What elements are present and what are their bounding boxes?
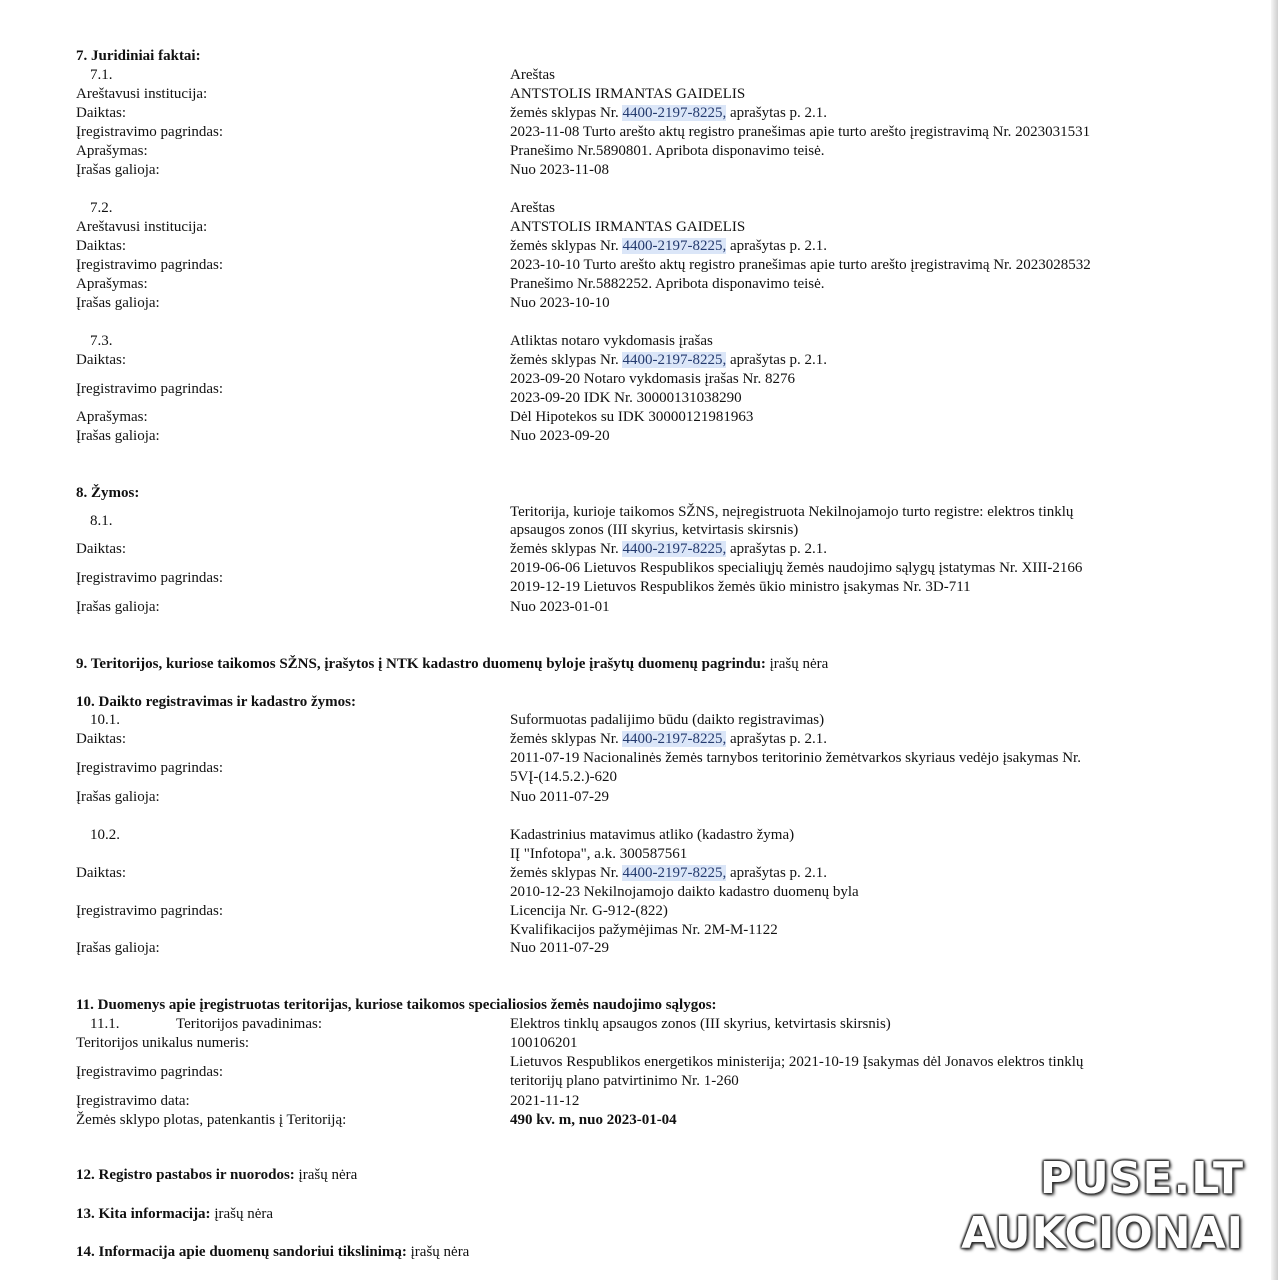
field-label: Įrašas galioja: [76, 428, 160, 444]
plot-text: aprašytas p. 2.1. [726, 541, 828, 557]
field-value: ANTSTOLIS IRMANTAS GAIDELIS [510, 86, 746, 102]
plot-number-link[interactable]: 4400-2197-8225, [622, 865, 727, 881]
field-label: Aprašymas: [76, 409, 148, 425]
field-value [510, 351, 827, 370]
section-12-line [76, 1166, 357, 1185]
entry-11-1-row [0, 1015, 1278, 1034]
field-value: Kvalifikacijos pažymėjimas Nr. 2M-M-1122 [510, 922, 778, 938]
field-row [0, 161, 1278, 180]
field-label: Areštavusi institucija: [76, 219, 208, 235]
plot-number-link[interactable]: 4400-2197-8225, [622, 541, 727, 557]
field-row [0, 845, 1278, 864]
plot-number-link[interactable]: 4400-2197-8225, [622, 352, 727, 368]
field-row [0, 768, 1278, 787]
section-14-line [76, 1243, 469, 1262]
field-row [0, 427, 1278, 446]
plot-text: žemės sklypas Nr. [510, 105, 623, 121]
page-edge-shadow [1271, 0, 1278, 1280]
section-9-line [76, 655, 828, 674]
section-10-heading: 10. Daikto registravimas ir kadastro žymos: [76, 694, 356, 710]
field-value: Pranešimo Nr.5890801. Apribota disponavimo teisė. [510, 143, 825, 159]
section-9-value: įrašų nėra [765, 656, 829, 672]
entry-number: 7.1. [90, 67, 113, 83]
section-9-heading: 9. Teritorijos, kuriose taikomos SŽNS, įrašytos į NTK kadastro duomenų byloje įrašytų duomenų pagrindu: [76, 656, 766, 672]
field-row [0, 902, 1278, 921]
section-11-heading: 11. Duomenys apie įregistruotas teritorijas, kuriose taikomos specialiosios žemės naudojimo sąlygos: [76, 997, 717, 1013]
entry-number: 7.2. [90, 200, 113, 216]
section-11-heading-row [0, 996, 1278, 1015]
field-row [0, 864, 1278, 883]
field-row [0, 730, 1278, 749]
entry-7-2-row [0, 199, 1278, 218]
section-14-value: įrašų nėra [406, 1244, 470, 1260]
field-value: Nuo 2023-10-10 [510, 295, 610, 311]
field-label: Daiktas: [76, 731, 126, 747]
field-row [0, 142, 1278, 161]
field-value [510, 864, 827, 883]
field-label: Įrašas galioja: [76, 789, 160, 805]
field-value: Nuo 2023-11-08 [510, 162, 610, 178]
entry-title: Areštas [510, 67, 555, 83]
entry-number: 10.1. [90, 712, 120, 728]
plot-text: aprašytas p. 2.1. [726, 731, 828, 747]
field-label: Įregistravimo pagrindas: [76, 1064, 224, 1080]
section-14-heading: 14. Informacija apie duomenų sandoriui tikslinimą: [76, 1244, 407, 1260]
field-value: 5VĮ-(14.5.2.)-620 [510, 769, 618, 785]
entry-title: Teritorija, kurioje taikomos SŽNS, neįregistruota Nekilnojamojo turto registre: elektros tinklų [510, 504, 1074, 520]
field-row [0, 408, 1278, 427]
plot-text: aprašytas p. 2.1. [726, 352, 828, 368]
entry-title: Kadastrinius matavimus atliko (kadastro žyma) [510, 827, 795, 843]
entry-title: apsaugos zonos (III skyrius, ketvirtasis skirsnis) [510, 522, 799, 538]
field-label: Areštavusi institucija: [76, 86, 208, 102]
section-13-line [76, 1205, 273, 1224]
plot-text: aprašytas p. 2.1. [726, 865, 828, 881]
field-label: Įregistravimo pagrindas: [76, 903, 224, 919]
field-row [0, 256, 1278, 275]
section-7-heading: 7. Juridiniai faktai: [76, 48, 201, 64]
field-row [0, 351, 1278, 370]
field-label: Įregistravimo pagrindas: [76, 381, 224, 397]
field-value: IĮ "Infotopa", a.k. 300587561 [510, 846, 688, 862]
field-value: 2011-07-19 Nacionalinės žemės tarnybos teritorinio žemėtvarkos skyriaus vedėjo įsakymas Nr. [510, 750, 1081, 766]
field-value: Pranešimo Nr.5882252. Apribota disponavimo teisė. [510, 276, 825, 292]
field-row [0, 1034, 1278, 1053]
entry-title: Areštas [510, 200, 555, 216]
field-value: Nuo 2023-09-20 [510, 428, 610, 444]
field-row [0, 237, 1278, 256]
section-8-heading: 8. Žymos: [76, 485, 140, 501]
field-label: Žemės sklypo plotas, patenkantis į Teritoriją: [76, 1112, 347, 1128]
field-row [0, 1111, 1278, 1130]
field-value: 2021-11-12 [510, 1093, 580, 1109]
field-value: Licencija Nr. G-912-(822) [510, 903, 668, 919]
field-value: Nuo 2023-01-01 [510, 599, 610, 615]
section-8-heading-row [0, 484, 1278, 503]
entry-7-1-row [0, 66, 1278, 85]
field-value: 2010-12-23 Nekilnojamojo daikto kadastro duomenų byla [510, 884, 859, 900]
section-12-heading: 12. Registro pastabos ir nuorodos: [76, 1167, 295, 1183]
field-value: Nuo 2011-07-29 [510, 789, 610, 805]
field-label: Įrašas galioja: [76, 295, 160, 311]
field-row [0, 540, 1278, 559]
field-label: Aprašymas: [76, 143, 148, 159]
field-label: Įregistravimo data: [76, 1093, 190, 1109]
field-value: Nuo 2011-07-29 [510, 940, 610, 956]
field-value: 2019-06-06 Lietuvos Respublikos specialiųjų žemės naudojimo sąlygų įstatymas Nr. XIII-2166 [510, 560, 1083, 576]
plot-number-link[interactable]: 4400-2197-8225, [622, 105, 727, 121]
field-label: Teritorijos unikalus numeris: [76, 1035, 250, 1051]
field-row [0, 1072, 1278, 1091]
field-label: Daiktas: [76, 541, 126, 557]
field-value: 2023-09-20 Notaro vykdomasis įrašas Nr. 8276 [510, 371, 795, 387]
section-10-heading-row [0, 693, 1278, 712]
plot-text: žemės sklypas Nr. [510, 731, 623, 747]
entry-10-1-row [0, 711, 1278, 730]
field-label: Aprašymas: [76, 276, 148, 292]
field-row [0, 598, 1278, 617]
field-row [0, 294, 1278, 313]
section-13-value: įrašų nėra [210, 1206, 274, 1222]
field-value: 2023-11-08 Turto arešto aktų registro pranešimas apie turto arešto įregistravimą Nr. 2023031531 [510, 124, 1091, 140]
field-row [0, 1092, 1278, 1111]
section-7-heading-row [0, 47, 1278, 66]
plot-text: žemės sklypas Nr. [510, 541, 623, 557]
field-value [510, 730, 827, 749]
entry-8-1-title-row [0, 521, 1278, 540]
field-value [510, 540, 827, 559]
field-row [0, 218, 1278, 237]
section-12-value: įrašų nėra [294, 1167, 358, 1183]
entry-7-3-row [0, 332, 1278, 351]
field-row [0, 275, 1278, 294]
field-row [0, 939, 1278, 958]
plot-number-link[interactable]: 4400-2197-8225, [622, 731, 727, 747]
field-value: 2019-12-19 Lietuvos Respublikos žemės ūkio ministro įsakymas Nr. 3D-711 [510, 579, 971, 595]
entry-number: 8.1. [90, 513, 113, 529]
field-value [510, 104, 827, 123]
field-label: Teritorijos pavadinimas: [176, 1016, 323, 1032]
field-row [0, 104, 1278, 123]
field-label: Įrašas galioja: [76, 162, 160, 178]
field-value: Elektros tinklų apsaugos zonos (III skyrius, ketvirtasis skirsnis) [510, 1016, 891, 1032]
field-label: Daiktas: [76, 105, 126, 121]
field-label: Daiktas: [76, 352, 126, 368]
field-label: Įrašas galioja: [76, 599, 160, 615]
plot-text: žemės sklypas Nr. [510, 238, 623, 254]
entry-title: Atliktas notaro vykdomasis įrašas [510, 333, 713, 349]
field-row [0, 389, 1278, 408]
section-9-row [0, 655, 1278, 674]
field-row [0, 921, 1278, 940]
field-row [0, 578, 1278, 597]
entry-title: Suformuotas padalijimo būdu (daikto registravimas) [510, 712, 825, 728]
field-label: Daiktas: [76, 865, 126, 881]
plot-text: žemės sklypas Nr. [510, 352, 623, 368]
field-row [0, 123, 1278, 142]
plot-text: aprašytas p. 2.1. [726, 105, 828, 121]
plot-text: aprašytas p. 2.1. [726, 238, 828, 254]
field-label: Įregistravimo pagrindas: [76, 257, 224, 273]
entry-10-2-row [0, 826, 1278, 845]
field-label: Įregistravimo pagrindas: [76, 124, 224, 140]
field-value: 100106201 [510, 1035, 578, 1051]
field-value [510, 237, 827, 256]
field-value: Dėl Hipotekos su IDK 30000121981963 [510, 409, 754, 425]
field-label: Įregistravimo pagrindas: [76, 570, 224, 586]
field-value: 2023-10-10 Turto arešto aktų registro pranešimas apie turto arešto įregistravimą Nr. 2023028532 [510, 257, 1091, 273]
entry-number: 11.1. [90, 1016, 120, 1032]
field-row [0, 883, 1278, 902]
field-value: 2023-09-20 IDK Nr. 30000131038290 [510, 390, 742, 406]
field-value: Lietuvos Respublikos energetikos ministerija; 2021-10-19 Įsakymas dėl Jonavos elektros tinklų [510, 1054, 1084, 1070]
field-value: teritorijų plano patvirtinimo Nr. 1-260 [510, 1073, 739, 1089]
entry-number: 7.3. [90, 333, 113, 349]
field-label: Įregistravimo pagrindas: [76, 760, 224, 776]
plot-text: žemės sklypas Nr. [510, 865, 623, 881]
section-13-heading: 13. Kita informacija: [76, 1206, 211, 1222]
field-value: 490 kv. m, nuo 2023-01-04 [510, 1112, 677, 1128]
field-value: ANTSTOLIS IRMANTAS GAIDELIS [510, 219, 746, 235]
field-row [0, 85, 1278, 104]
field-label: Daiktas: [76, 238, 126, 254]
plot-number-link[interactable]: 4400-2197-8225, [622, 238, 727, 254]
watermark-line-1: PUSE.LT [1039, 1153, 1244, 1204]
entry-number: 10.2. [90, 827, 120, 843]
field-label: Įrašas galioja: [76, 940, 160, 956]
watermark-line-2: AUKCIONAI [961, 1208, 1244, 1259]
field-row [0, 788, 1278, 807]
